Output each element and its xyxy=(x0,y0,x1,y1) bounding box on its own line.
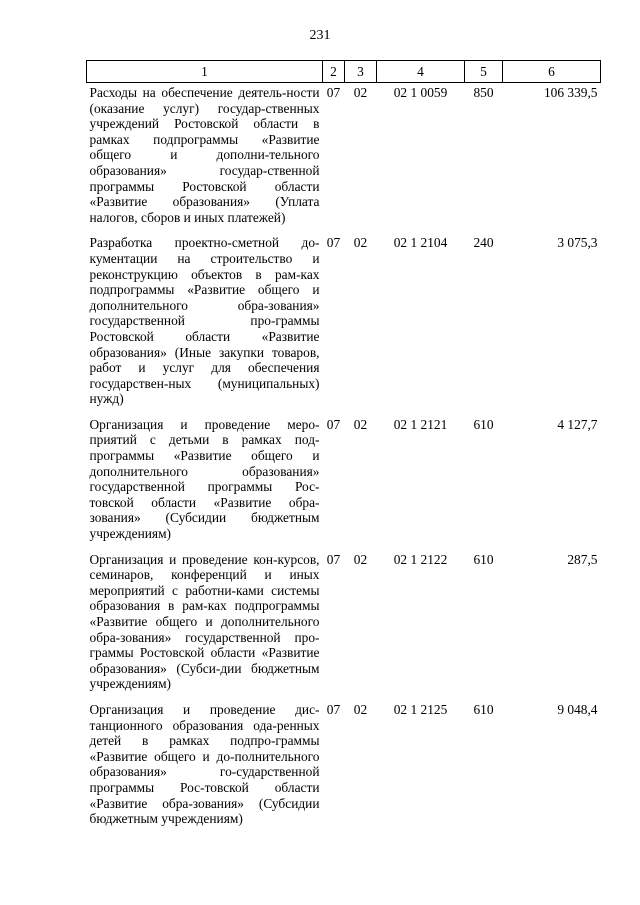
table-row xyxy=(87,233,601,415)
budget-table xyxy=(86,60,601,835)
row-amount: 9 048,4 xyxy=(557,701,598,717)
row-amount: 287,5 xyxy=(567,551,598,567)
row-section: 07 xyxy=(326,235,341,251)
header-col-5: 5 xyxy=(465,61,503,83)
row-target-article: 02 1 2104 xyxy=(393,235,448,251)
row-expense-type: 610 xyxy=(473,416,494,432)
row-section: 07 xyxy=(326,85,341,100)
row-subsection: 02 xyxy=(353,551,368,567)
row-subsection: 02 xyxy=(353,235,368,251)
row-expense-type: 850 xyxy=(473,85,494,100)
row-amount: 3 075,3 xyxy=(557,235,598,251)
table-row xyxy=(87,550,601,700)
row-expense-type: 240 xyxy=(473,235,494,251)
row-section: 07 xyxy=(326,701,341,717)
header-col-2: 2 xyxy=(323,61,345,83)
header-col-1: 1 xyxy=(87,61,323,83)
row-subsection: 02 xyxy=(353,416,368,432)
row-amount: 4 127,7 xyxy=(557,416,598,432)
row-target-article: 02 1 2121 xyxy=(393,416,448,432)
row-section: 07 xyxy=(326,551,341,567)
table-row xyxy=(87,700,601,835)
row-subsection: 02 xyxy=(353,701,368,717)
row-name: Расходы на обеспечение деятель-ности (оказание услуг) государ-ственных учреждений Ростовской области в рамках подпрограммы «Развитие общего и дополни-тельного образования» государ-ственной программы Ростовской области «Развитие образования» (Уплата налогов, сборов и иных платежей) xyxy=(89,85,320,225)
row-amount: 106 339,5 xyxy=(543,85,598,100)
row-target-article: 02 1 2122 xyxy=(393,551,448,567)
table-row xyxy=(87,415,601,550)
row-expense-type: 610 xyxy=(473,551,494,567)
row-name: Организация и проведение кон-курсов, семинаров, конференций и иных мероприятий с работни-ками системы образования в рам-ках подпрограммы «Развитие общего и дополнительного обра-зования» государственной про-граммы Ростовской области «Развитие образования» (Субси-дии бюджетным учреждениям) xyxy=(89,551,320,692)
header-col-6: 6 xyxy=(503,61,601,83)
row-subsection: 02 xyxy=(353,85,368,100)
table-header xyxy=(87,61,601,83)
header-col-3: 3 xyxy=(345,61,377,83)
row-name: Организация и проведение меро-приятий с детьми в рамках под-программы «Развитие общего и дополнительного образования» государственной программы Рос-товской области «Развитие обра-зования» (Субсидии бюджетным учреждениям) xyxy=(89,416,320,542)
header-col-4: 4 xyxy=(377,61,465,83)
page-number: 231 xyxy=(309,28,331,43)
row-target-article: 02 1 2125 xyxy=(393,701,448,717)
row-section: 07 xyxy=(326,416,341,432)
row-expense-type: 610 xyxy=(473,701,494,717)
row-name: Организация и проведение дис-танционного образования ода-ренных детей в рамках подпро-граммы «Развитие общего и до-полнительного образования» го-сударственной программы Рос-товской области «Развитие обра-зования» (Субсидии бюджетным учреждениям) xyxy=(89,701,320,827)
table-row xyxy=(87,83,601,234)
row-target-article: 02 1 0059 xyxy=(393,85,448,100)
row-name: Разработка проектно-сметной до-кументации на строительство и реконструкцию объектов в рам-ках подпрограммы «Развитие общего и дополнительного обра-зования» государственной про-граммы Ростовской области «Развитие образования» (Иные закупки товаров, работ и услуг для обеспечения государствен-ных (муниципальных) нужд) xyxy=(89,235,320,407)
